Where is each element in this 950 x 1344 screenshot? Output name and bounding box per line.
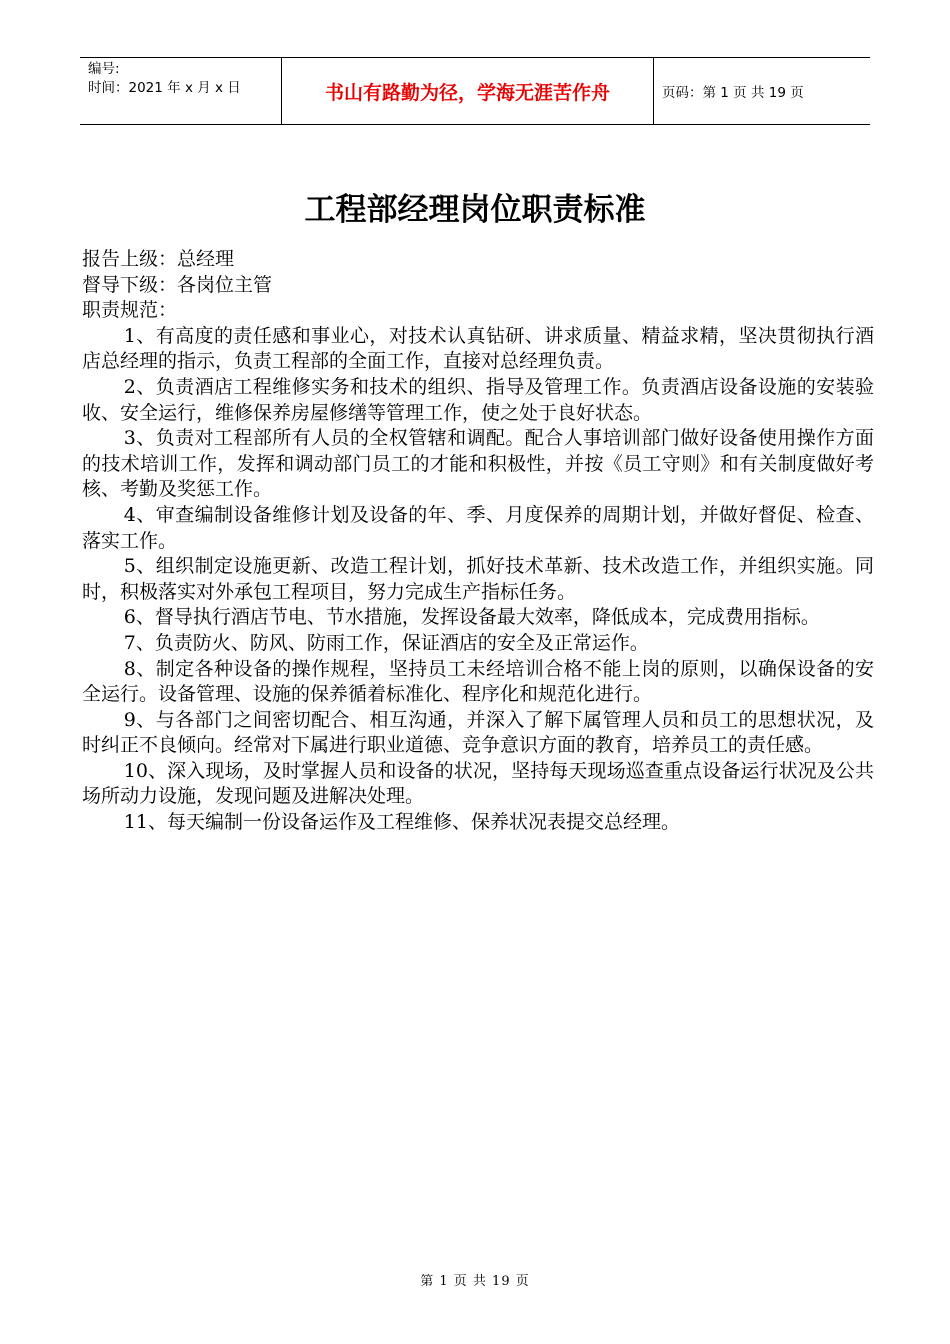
document-title: 工程部经理岗位职责标准 [304, 192, 646, 228]
header-page-info: 页码：第 1 页 共 19 页 [662, 85, 804, 101]
supervise-line: 督导下级：各岗位主管 [82, 273, 273, 296]
time-label: 时间：2021 年 x 月 x 日 [88, 80, 241, 96]
duty-item: 5、组织制定设施更新、改造工程计划，抓好技术革新、技术改造工作，并组织实施。同时，积极落实对外承包工程项目，努力完成生产指标任务。 [82, 555, 874, 603]
duty-item: 6、督导执行酒店节电、节水措施，发挥设备最大效率，降低成本，完成费用指标。 [123, 606, 820, 629]
duty-item: 4、审查编制设备维修计划及设备的年、季、月度保养的周期计划，并做好督促、检查、落实工作。 [82, 503, 874, 552]
duty-item: 3、负责对工程部所有人员的全权管辖和调配。配合人事培训部门做好设备使用操作方面的技术培训工作，发挥和调动部门员工的才能和积极性，并按《员工守则》和有关制度做好考核、考勤及奖惩工作。 [82, 427, 874, 501]
serial-number-label: 编号: [88, 61, 120, 77]
page-header [80, 57, 870, 125]
duty-item: 2、负责酒店工程维修实务和技术的组织、指导及管理工作。负责酒店设备设施的安装验收、安全运行，维修保养房屋修缮等管理工作，使之处于良好状态。 [82, 375, 874, 424]
duties-label: 职责规范： [82, 299, 178, 322]
duty-item: 10、深入现场，及时掌握人员和设备的状况，坚持每天现场巡查重点设备运行状况及公共场所动力设施，发现问题及进解决处理。 [82, 759, 874, 808]
header-meta-cell [80, 58, 281, 124]
header-motto: 书山有路勤为径，学海无涯苦作舟 [281, 58, 654, 124]
duty-item: 1、有高度的责任感和事业心，对技术认真钻研、讲求质量、精益求精，坚决贯彻执行酒店总经理的指示，负责工程部的全面工作，直接对总经理负责。 [82, 324, 874, 373]
duty-item: 11、每天编制一份设备运作及工程维修、保养状况表提交总经理。 [123, 811, 680, 834]
document-body [82, 247, 874, 836]
duty-item: 7、负责防火、防风、防雨工作，保证酒店的安全及正常运作。 [123, 631, 649, 654]
duty-item: 8、制定各种设备的操作规程，坚持员工未经培训合格不能上岗的原则，以确保设备的安全运行。设备管理、设施的保养循着标准化、程序化和规范化进行。 [82, 657, 874, 706]
duty-item: 9、与各部门之间密切配合、相互沟通，并深入了解下属管理人员和员工的思想状况，及时纠正不良倾向。经常对下属进行职业道德、竞争意识方面的教育，培养员工的责任感。 [82, 708, 874, 757]
page-footer: 第 1 页 共 19 页 [420, 1274, 530, 1289]
report-to-line: 报告上级：总经理 [82, 248, 235, 270]
